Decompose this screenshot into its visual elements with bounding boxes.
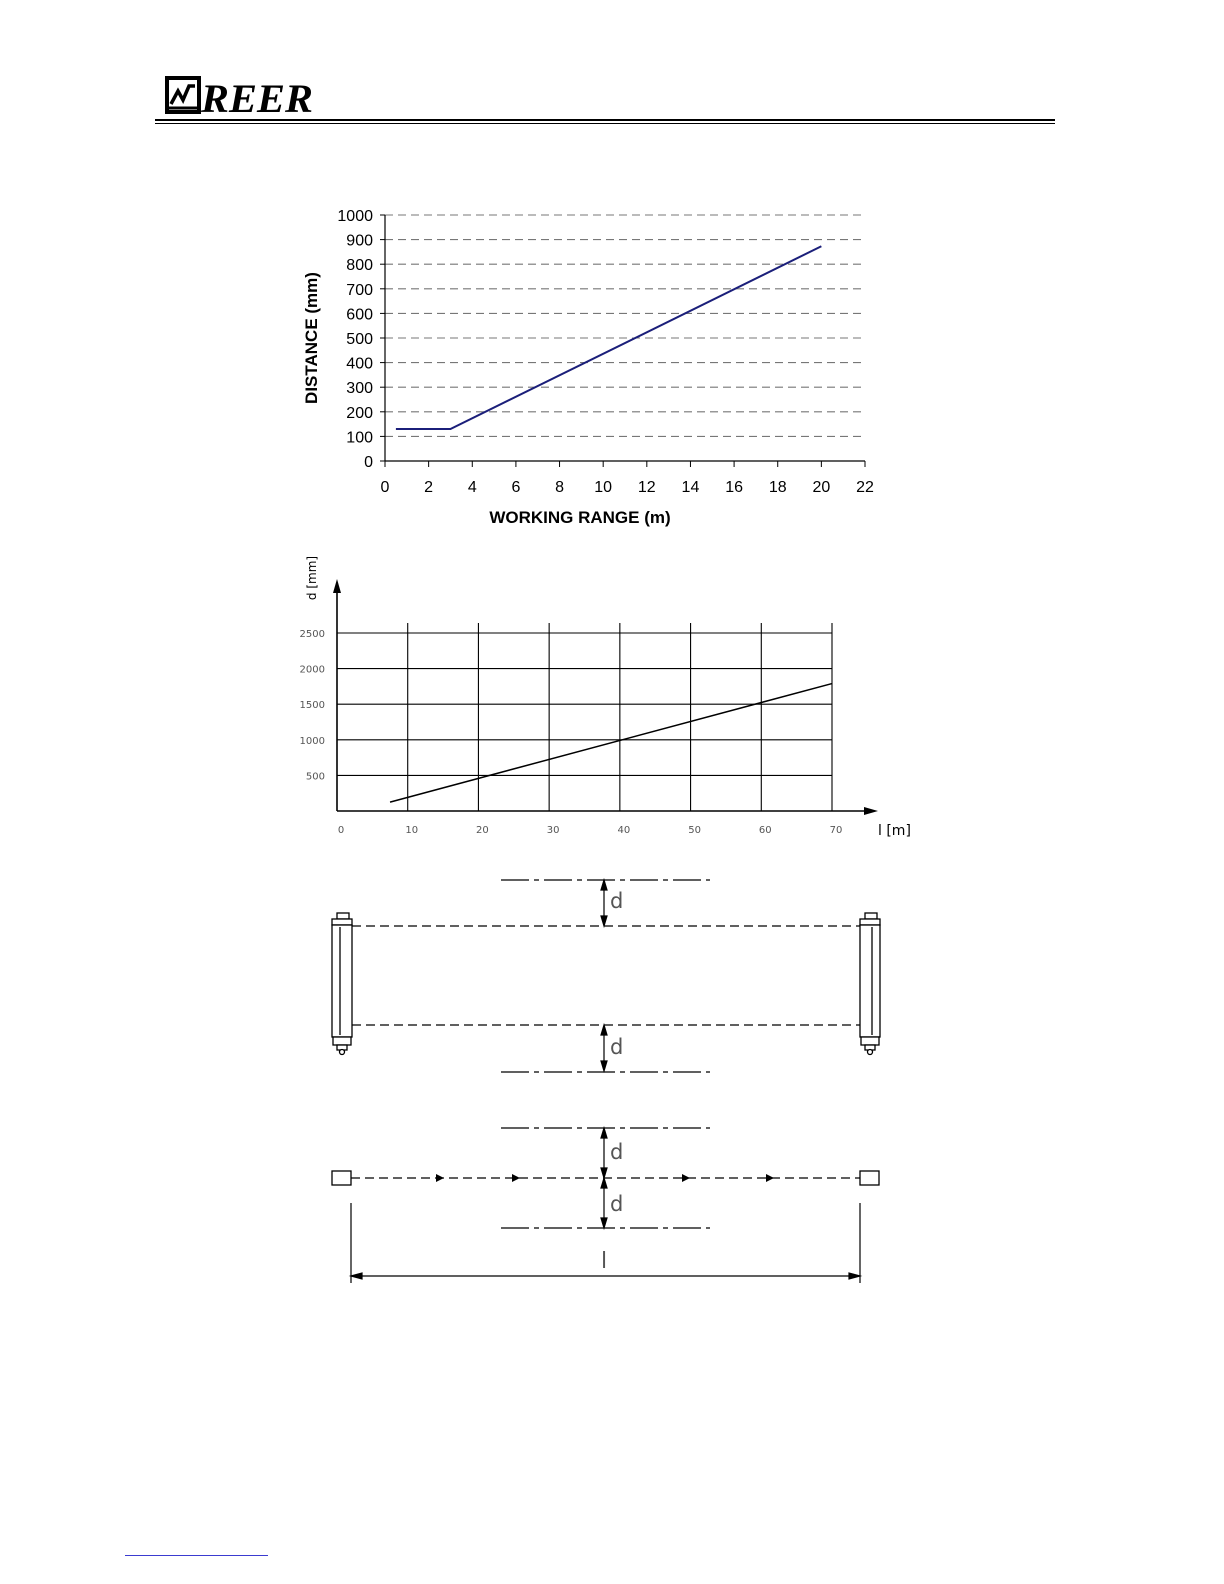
left-light-curtain-column	[332, 913, 352, 1055]
chart2-x-tick-label: 30	[546, 825, 560, 836]
dimension-label-l: l	[601, 1249, 608, 1274]
chart1-x-tick-label: 12	[637, 479, 656, 496]
chart1-x-tick-label: 20	[812, 479, 831, 496]
chart1-x-tick-label: 2	[424, 479, 434, 496]
dimension-arrow-bottom	[601, 1025, 607, 1071]
chart2-series-line	[390, 684, 832, 803]
chart1-y-tick-label: 1000	[337, 208, 373, 225]
working-range-distance-chart	[290, 195, 900, 540]
dimension-label-d-top: d	[610, 889, 624, 913]
chart1-y-tick-label: 500	[346, 331, 373, 348]
chart2-x-tick-label: 0	[337, 825, 345, 836]
dimension-arrow-top	[601, 880, 607, 926]
chart1-axes	[380, 215, 865, 467]
dimension-label-d-single-upper: d	[610, 1140, 624, 1164]
chart1-x-axis-label: WORKING RANGE (m)	[489, 508, 671, 527]
chart1-x-tick-label: 16	[725, 479, 743, 496]
chart1-y-tick-label: 800	[346, 257, 373, 275]
chart1-y-tick-label: 300	[346, 380, 373, 398]
dimension-label-d-single-lower: d	[610, 1192, 624, 1216]
chart2-y-tick-label: 1000	[299, 735, 325, 747]
chart2-x-axis-label: l [m]	[878, 823, 911, 839]
chart1-x-tick-label: 4	[467, 479, 477, 496]
chart2-x-tick-label: 40	[617, 825, 631, 836]
chart2-x-ticks	[338, 825, 843, 836]
chart2-grid	[337, 623, 832, 811]
chart1-x-tick-label: 22	[856, 479, 874, 496]
header-rule-thin	[155, 123, 1055, 124]
chart2-axes	[333, 579, 878, 815]
chart1-grid	[385, 215, 865, 436]
chart1-x-tick-label: 6	[511, 479, 521, 496]
chart2-y-ticks	[300, 629, 325, 782]
header-rule-thick	[155, 119, 1055, 121]
chart1-y-ticks	[337, 208, 373, 471]
chart1-y-tick-label: 400	[346, 355, 373, 373]
chart2-x-tick-label: 10	[405, 825, 419, 836]
chart2-x-tick-label: 50	[688, 825, 701, 836]
chart2-x-tick-label: 60	[758, 825, 772, 836]
chart2-x-tick-label: 70	[829, 825, 843, 836]
chart2-y-tick-label: 500	[305, 771, 325, 783]
chart2-y-axis-label: d [mm]	[305, 555, 319, 601]
dimension-label-d-bottom: d	[610, 1035, 624, 1059]
chart2-y-tick-label: 1500	[299, 700, 325, 712]
logo-text: REER	[199, 76, 313, 116]
chart1-y-tick-label: 0	[364, 454, 373, 471]
chart2-x-tick-label: 20	[476, 825, 489, 836]
light-curtain-distance-diagram	[320, 870, 900, 1290]
chart1-y-tick-label: 700	[346, 281, 373, 299]
chart1-y-axis-label: DISTANCE (mm)	[302, 272, 321, 404]
chart2-y-tick-label: 2500	[299, 629, 325, 640]
chart1-y-tick-label: 900	[346, 232, 373, 250]
chart2-y-axis-arrowhead	[333, 579, 341, 593]
chart1-y-tick-label: 600	[346, 306, 373, 324]
reer-logo	[165, 74, 325, 116]
chart1-y-tick-label: 100	[346, 429, 373, 447]
chart1-x-tick-label: 18	[768, 479, 787, 496]
chart2-y-tick-label: 2000	[299, 664, 325, 676]
emitter-box	[332, 1171, 351, 1185]
right-light-curtain-column	[860, 913, 880, 1055]
chart1-x-tick-label: 0	[380, 479, 390, 496]
footer-link-underline[interactable]	[125, 1555, 268, 1556]
dimension-arrow-single-upper	[601, 1128, 607, 1178]
chart1-x-tick-label: 14	[681, 479, 700, 496]
chart2-x-axis-arrowhead	[864, 807, 878, 815]
chart1-y-tick-label: 200	[346, 404, 373, 422]
receiver-box	[860, 1171, 879, 1185]
chart1-x-ticks	[381, 479, 874, 496]
dimension-arrow-single-lower	[601, 1178, 607, 1228]
chart1-x-tick-label: 8	[555, 479, 564, 496]
chart1-x-tick-label: 10	[594, 479, 613, 496]
d-vs-l-chart	[290, 545, 930, 845]
